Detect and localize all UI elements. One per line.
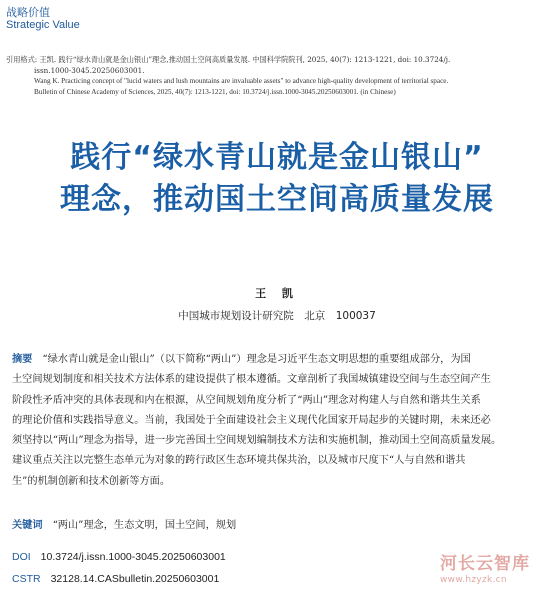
abstract-line: 须坚持以“两山”理念为指导，进一步完善国土空间规划编制技术方法和实施机制，推动国土空间高质量发展。 <box>12 435 502 447</box>
article-title-line1: 践行“绿水青山就是金山银山” <box>70 140 484 175</box>
author-name: 王 凯 <box>255 287 299 300</box>
abstract-line: 的理论价值和实践指导意义。当前，我国处于全面建设社会主义现代化国家开局起步的关键时期，未来还必 <box>12 414 491 426</box>
watermark-url: www.hzyzk.cn <box>440 575 507 585</box>
doi-label: DOI <box>12 551 31 563</box>
doi-line <box>12 551 226 563</box>
abstract-line: 建议重点关注以完整生态单元为对象的跨行政区生态环境共保共治，以及城市尺度下“人与自然和谐共 <box>12 455 466 467</box>
keywords-label: 关键词 <box>12 520 43 531</box>
watermark <box>440 549 530 585</box>
cstr-label: CSTR <box>12 573 41 585</box>
citation-en-line2: Bulletin of Chinese Academy of Sciences, 2025, 40(7): 1213-1221, doi: 10.3724/j.issn.1000-3045.20250603001. (in Chinese) <box>34 87 396 96</box>
cstr-line <box>12 573 219 585</box>
abstract-label: 摘要 <box>12 354 33 365</box>
abstract-line: 生”的机制创新和技术创新等方面。 <box>12 475 171 487</box>
keywords <box>12 516 544 531</box>
doi-link[interactable]: 10.3724/j.issn.1000-3045.20250603001 <box>40 551 226 563</box>
citation-cn-line1: 引用格式: 王凯. 践行“绿水青山就是金山银山”理念,推动国土空间高质量发展. 中国科学院院刊, 2025, 40(7): 1213-1221, doi: 10.3724/j. <box>6 55 451 64</box>
abstract-line: 土空间规划制度和相关技术方法体系的建设提供了根本遵循。文章剖析了我国城镇建设空间与生态空间产生 <box>12 374 491 386</box>
watermark-text: 河长云智库 <box>440 554 530 574</box>
cstr-value: 32128.14.CASbulletin.20250603001 <box>50 573 220 585</box>
abstract-line: 摘要 “绿水青山就是金山银山”（以下简称“两山”）理念是习近平生态文明思想的重要组成部分，为国 <box>12 354 471 365</box>
author-affiliation: 中国城市规划设计研究院 北京 100037 <box>178 310 376 322</box>
citation-en-line1: Wang K. Practicing concept of "lucid waters and lush mountains are invaluable assets" to advance high-quality development of territorial space. <box>34 77 449 85</box>
citation-block <box>6 55 551 97</box>
section-label-en: Strategic Value <box>6 19 80 31</box>
citation-label: 引用格式: <box>6 55 38 64</box>
section-label-cn: 战略价值 <box>6 6 50 19</box>
abstract-line: 阶段性矛盾冲突的具体表现和内在根源，从空间规划角度分析了“两山”理念对构建人与自然和谐共生关系 <box>12 394 481 406</box>
abstract <box>12 350 544 492</box>
article-title-line2: 理念，推动国土空间高质量发展 <box>60 182 494 217</box>
citation-cn-line2: issn.1000-3045.20250603001. <box>34 65 145 75</box>
keywords-text: “两山”理念，生态文明，国土空间，规划 <box>52 520 237 531</box>
